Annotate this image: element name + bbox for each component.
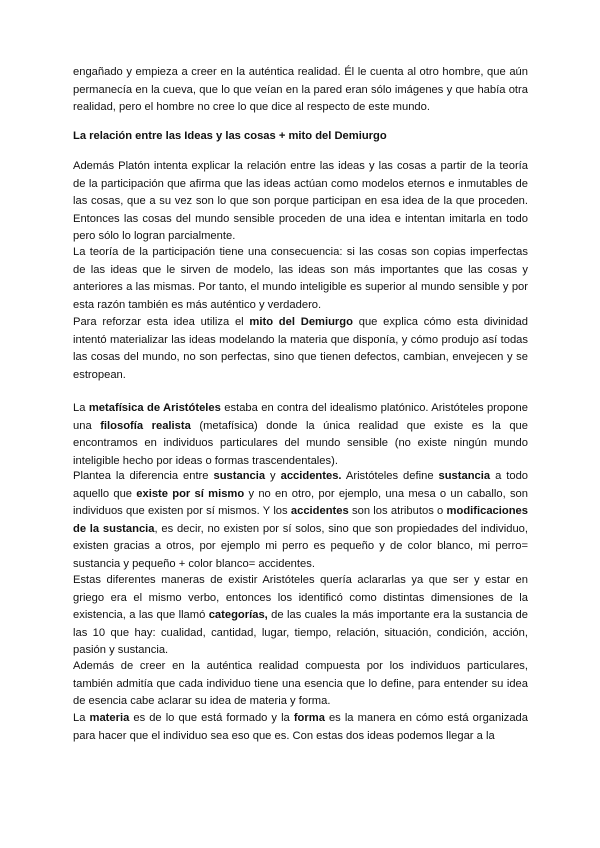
text-run: estaba en contra del idealismo platónico. Aristóteles propone una xyxy=(73,402,528,432)
bold-term: forma xyxy=(293,712,325,724)
paragraph-participation-consequence xyxy=(73,244,528,314)
text-run: La xyxy=(73,712,90,724)
bold-term: sustancia xyxy=(438,470,491,482)
paragraph-cave-ending xyxy=(73,64,528,117)
text-run: Plantea la diferencia entre xyxy=(73,470,214,482)
bold-term: accidentes. xyxy=(280,470,342,482)
bold-term: categorías, xyxy=(208,609,268,621)
section-heading xyxy=(73,128,528,146)
text-run: es la manera en cómo está organizada para hacer que el individuo sea eso que es. Con estas dos ideas podemos llegar a la xyxy=(73,712,528,742)
paragraph-aristotle-metaphysics xyxy=(73,400,528,470)
text-run: Para reforzar esta idea utiliza el xyxy=(73,316,250,328)
paragraph-matter-form xyxy=(73,710,528,745)
bold-term: materia xyxy=(89,712,130,724)
text-run: engañado y empieza a creer en la auténtica realidad. Él le cuenta al otro hombre, que aún permanecía en la cueva, que lo que veían en la pared eran sólo imágenes y que había otra realidad, pero el hombre no cree lo que dice al respecto de este mundo. xyxy=(73,66,528,113)
text-run: que explica cómo esta divinidad intentó materializar las ideas modelando la materia que disponía, y cómo produjo así todas las cosas del mundo, no son perfectas, sino que tienen defectos, cambian, envejecen y se estropean. xyxy=(73,316,528,381)
bold-term: accidentes xyxy=(290,505,349,517)
text-run: y no en otro, por ejemplo, una mesa o un caballo, son individuos que existen por sí mismos. Y los xyxy=(73,487,528,517)
paragraph-substance-accidents xyxy=(73,468,528,573)
text-run: son los atributos o xyxy=(348,505,447,517)
text-run: Además de creer en la auténtica realidad compuesta por los individuos particulares, también admitía que cada individuo tiene una esencia que lo define, para entender su idea de esencia cabe aclarar su idea de materia y forma. xyxy=(73,660,528,707)
text-run: Aristóteles define xyxy=(341,470,439,482)
text-run: La xyxy=(73,402,89,414)
paragraph-participation-theory xyxy=(73,158,528,246)
text-run: (metafísica) donde la única realidad que existe es la que encontramos en individuos particulares del mundo sensible (no existe ningún mundo inteligible hecho por ideas o formas trascendentales). xyxy=(73,419,528,467)
text-run: Estas diferentes maneras de existir Aristóteles quería aclararlas ya que ser y estar en griego era el mismo verbo, entonces los identificó como distintas dimensiones de la existencia, a las que llamó xyxy=(73,574,528,621)
paragraph-essence xyxy=(73,658,528,711)
bold-term: sustancia xyxy=(213,470,266,482)
bold-term: La relación entre las Ideas y las cosas + mito del Demiurgo xyxy=(73,130,387,142)
bold-term: filosofía realista xyxy=(100,419,191,432)
text-run: a todo aquello que xyxy=(73,470,529,500)
text-run: , es decir, no existen por sí solos, sino que son propiedades del individuo, existen gracias a otros, por ejemplo mi perro es pequeño y de color blanco, mi perro= sustancia y pequeño + color blanco= accidentes. xyxy=(73,522,529,570)
bold-term: modificaciones de la sustancia xyxy=(73,505,528,535)
text-run: de las cuales la más importante era la sustancia de las 10 que hay: cualidad, cantidad, lugar, tiempo, relación, situación, condición, acción, pasión y sustancia. xyxy=(73,609,528,656)
text-run: La teoría de la participación tiene una consecuencia: si las cosas son copias imperfectas de las ideas que le sirven de modelo, las ideas son más importantes que las cosas y anteriores a las mismas. Por tanto, el mundo inteligible es superior al mundo sensible y por esta razón también es más auténtico y verdadero. xyxy=(73,246,528,311)
bold-term: mito del Demiurgo xyxy=(249,316,353,328)
paragraph-demiurge-myth xyxy=(73,314,528,384)
bold-term: metafísica de Aristóteles xyxy=(88,402,221,414)
text-run: Además Platón intenta explicar la relación entre las ideas y las cosas a partir de la teoría de la participación que afirma que las ideas actúan como modelos eternos e inmutables de las cosas, que a su vez son lo que son porque participan en esa idea de la que proceden. Entonces las cosas del mundo sensible proceden de una idea e intentan imitarla en todo pero sólo lo logran parcialmente. xyxy=(73,160,528,242)
text-run: es de lo que está formado y la xyxy=(129,712,294,724)
bold-term: existe por sí mismo xyxy=(136,487,245,500)
paragraph-categories xyxy=(73,572,528,660)
text-run: y xyxy=(265,470,281,482)
